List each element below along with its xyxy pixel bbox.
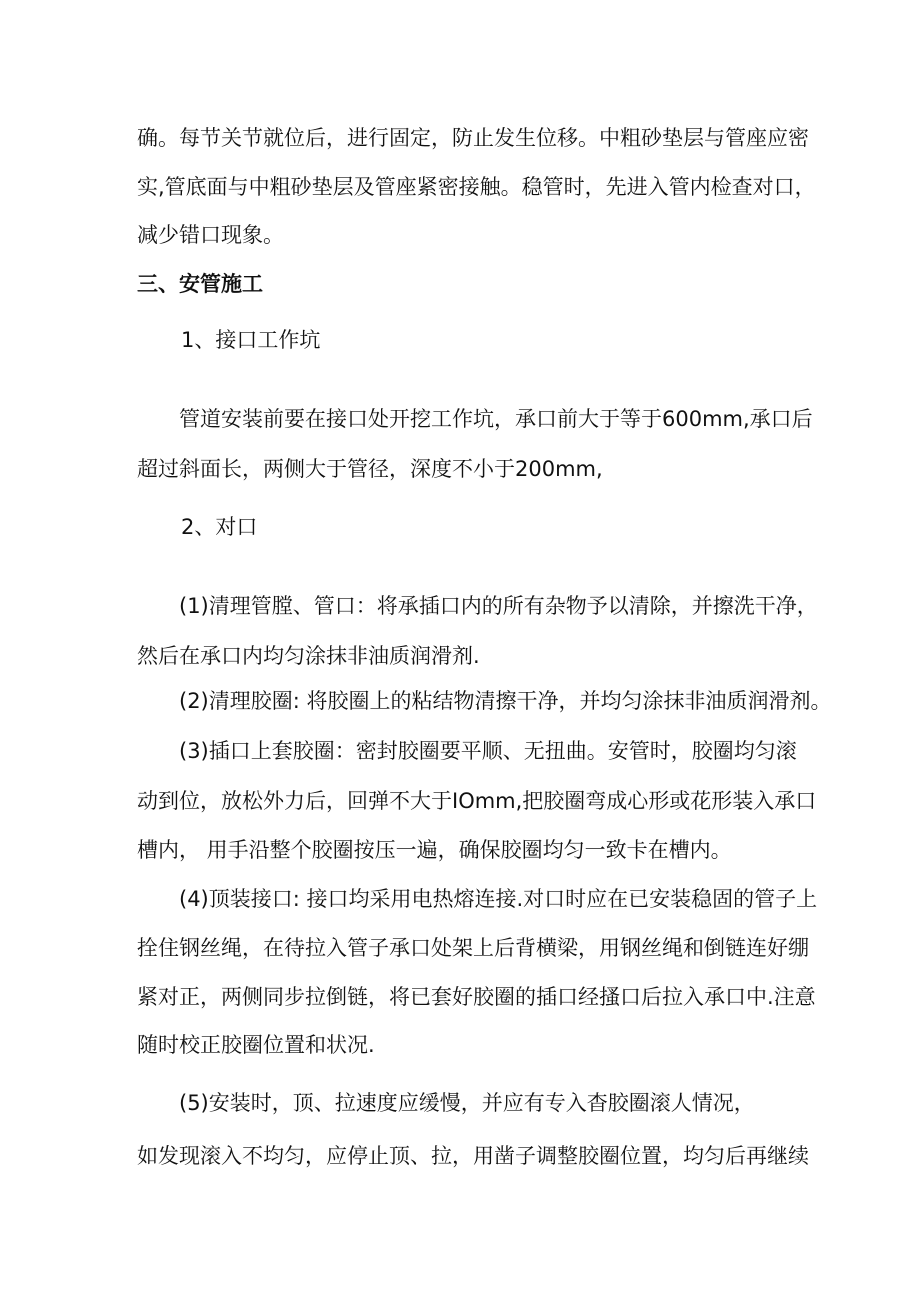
text-line: (5)安装时，顶、拉速度应缓慢，并应有专入杳胶圈滚人情况， [179,1091,755,1115]
text-line: (1)清理管膛、管口：将承插口内的所有杂物予以清除，并擦洗干净， [179,594,818,618]
text-line: 实,管底面与中粗砂垫层及管座紧密接触。稳管时，先进入管内检查对口， [137,175,816,199]
text-line: 随时校正胶圈位置和状况. [137,1033,375,1057]
text-line: 超过斜面长，两侧大于管径，深度不小于200mm, [137,457,603,481]
text-line: 动到位，放松外力后，回弹不大于IOmm,把胶圈弯成心形或花形装入承口 [137,789,817,813]
text-line: (4)顶装接口: 接口均采用电热熔连接.对口时应在已安装稳固的管子上 [179,887,818,911]
text-line: (2)清理胶圈: 将胶圈上的粘结物清擦干净，并均匀涂抹非油质润滑剂。 [179,689,832,713]
text-line: 管道安装前要在接口处开挖工作坑，承口前大于等于600mm,承口后 [179,407,813,431]
subsection-heading: 1、接口工作坑 [181,328,321,352]
text-line: 减少错口现象。 [137,223,284,247]
text-line: (3)插口上套胶圈：密封胶圈要平顺、无扭曲。安管时，胶圈均匀滚 [179,739,797,763]
subsection-heading: 2、对口 [181,515,258,539]
text-line: 确。每节关节就位后，进行固定，防止发生位移。中粗砂垫层与管座应密 [137,126,809,150]
text-line: 紧对正，两侧同步拉倒链，将已套好胶圈的插口经搔口后拉入承口中.注意 [137,985,816,1009]
text-line: 拴住钢丝绳，在待拉入管子承口处架上后背横梁，用钢丝绳和倒链连好绷 [137,936,809,960]
text-line: 如发现滚入不均匀，应停止顶、拉，用凿子调整胶圈位置，均匀后再继续 [137,1144,809,1168]
section-heading: 三、安管施工 [137,272,263,296]
text-line: 槽内， 用手沿整个胶圈按压一遍，确保胶圈均匀一致卡在槽内。 [137,838,732,862]
text-line: 然后在承口内均匀涂抹非油质润滑剂. [137,644,480,668]
